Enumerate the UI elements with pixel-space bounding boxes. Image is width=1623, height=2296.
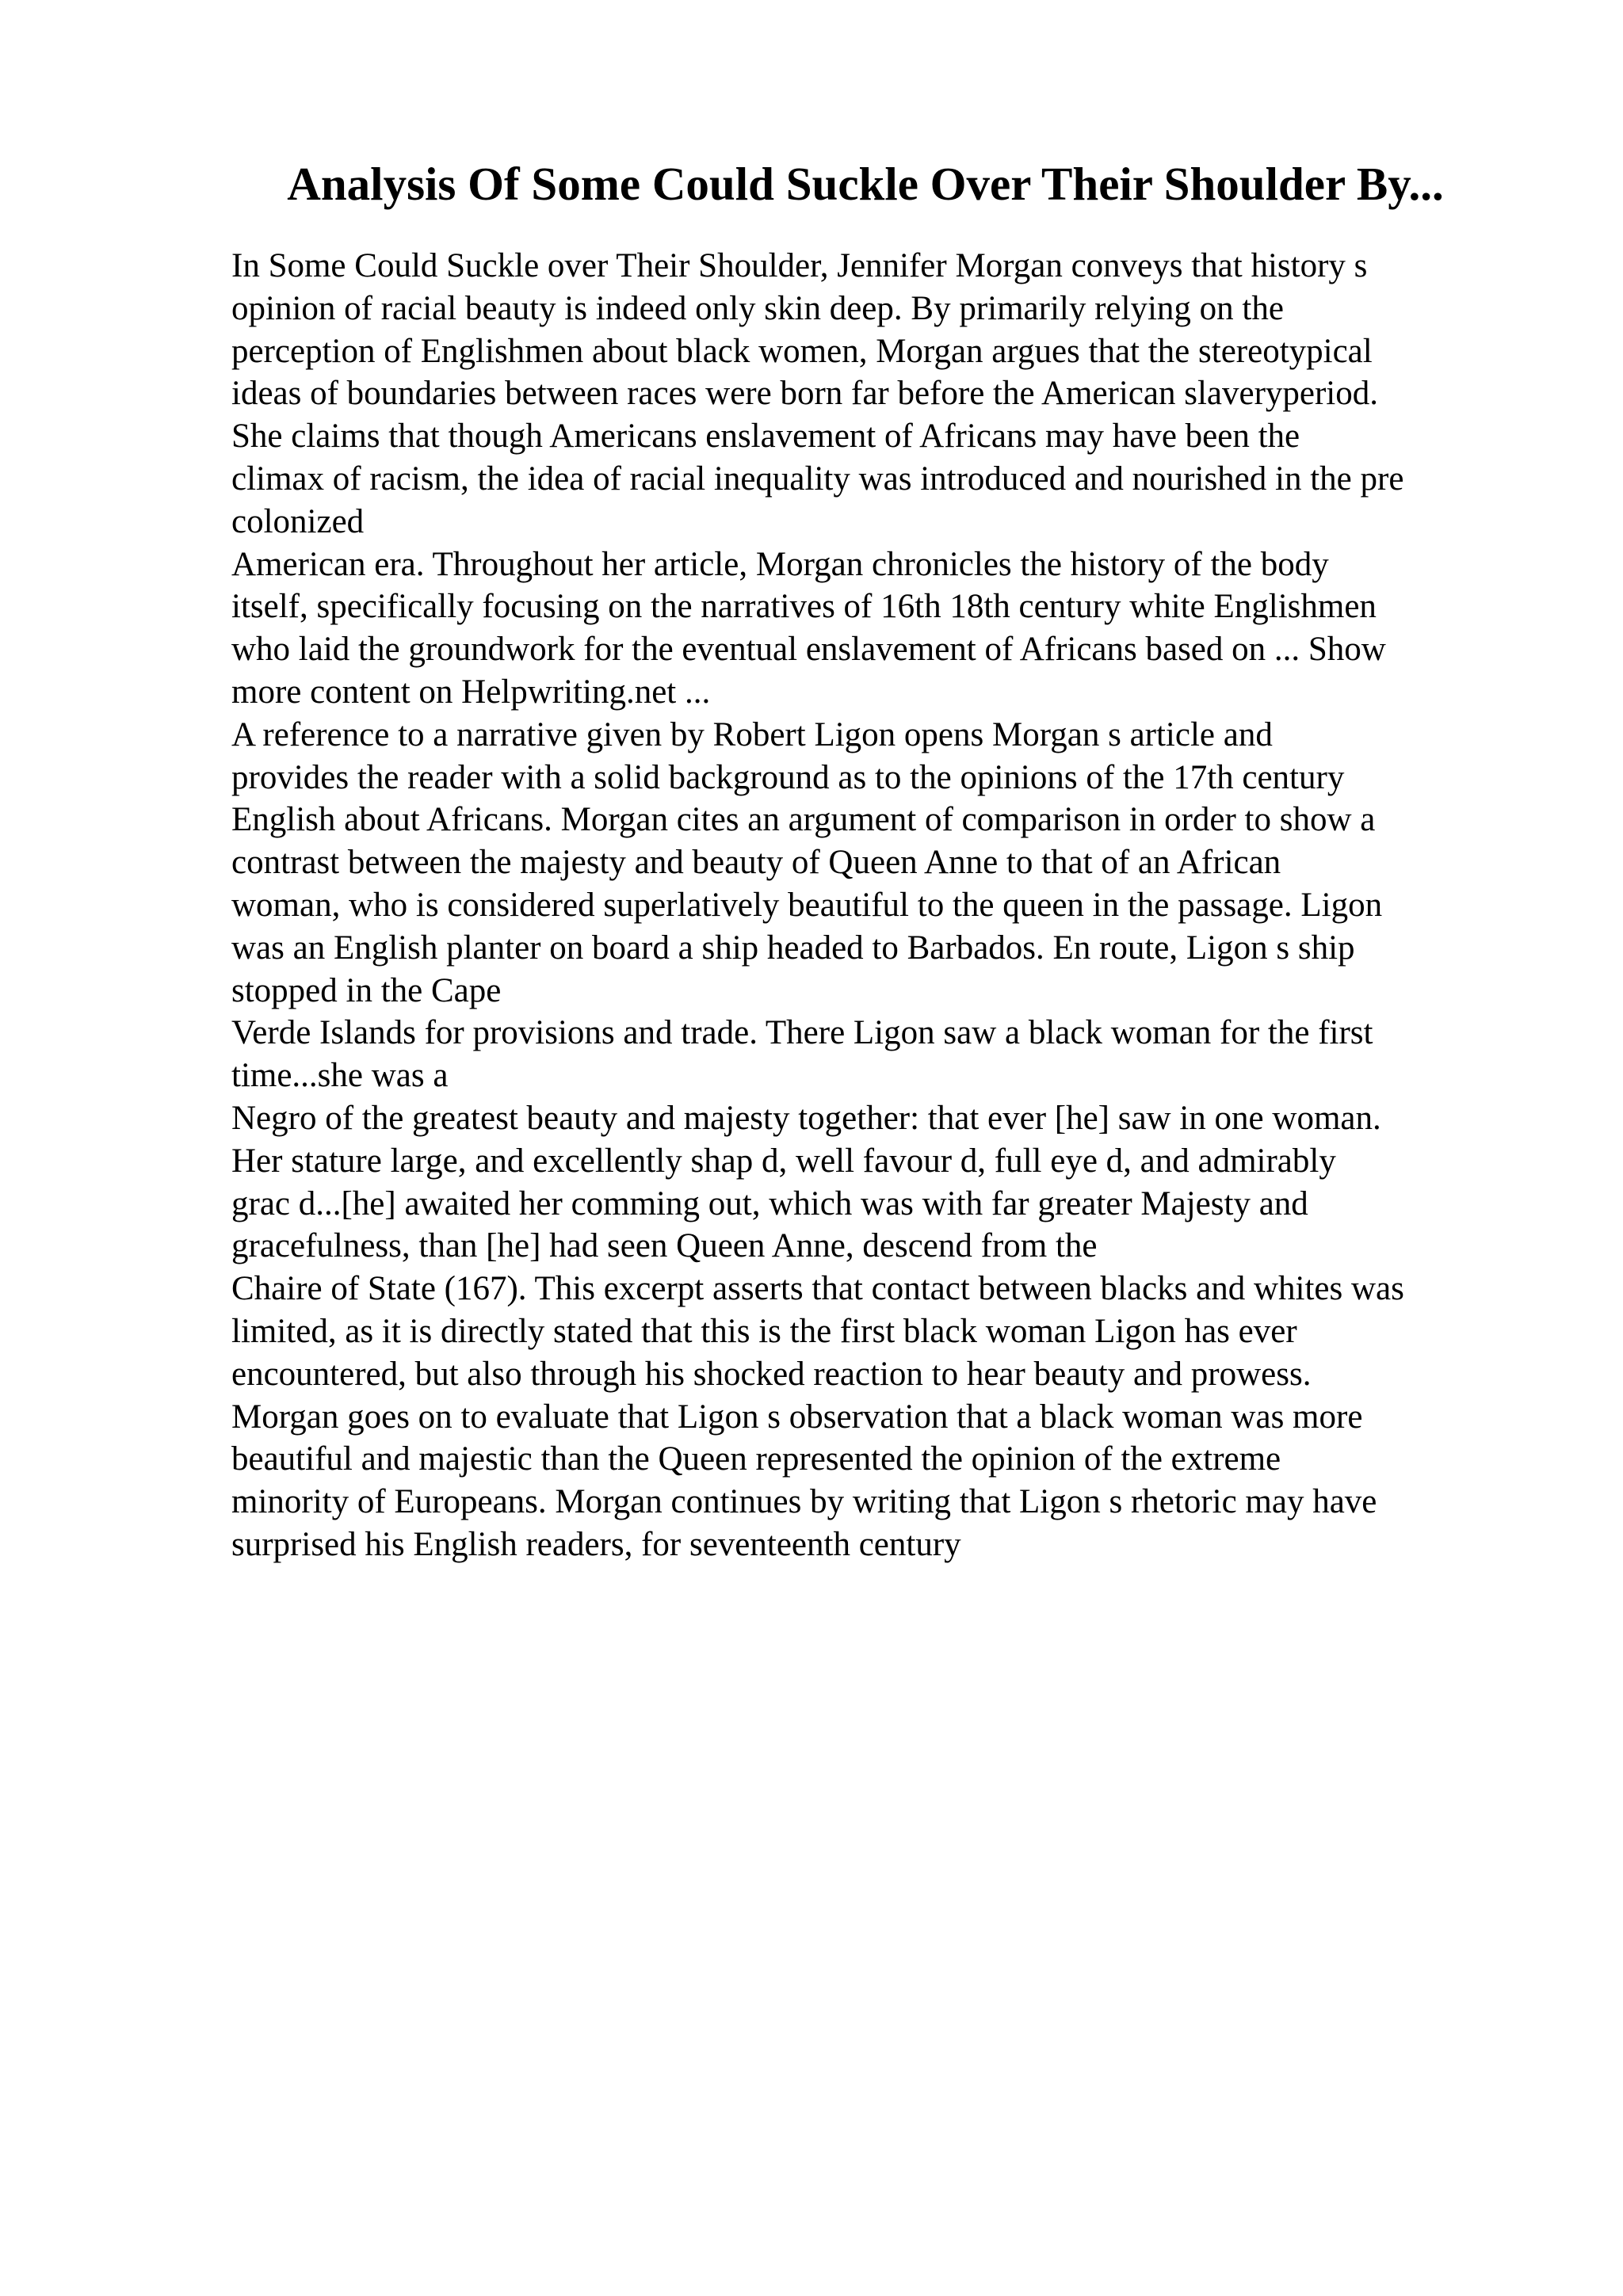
body-line: stopped in the Cape — [231, 971, 502, 1009]
body-line: time...she was a — [231, 1057, 449, 1095]
body-line: limited, as it is directly stated that this is the first black woman Ligon has ever — [231, 1312, 1297, 1350]
body-line: American era. Throughout her article, Morgan chronicles the history of the body — [231, 545, 1329, 583]
body-line: more content on Helpwriting.net ... — [231, 673, 711, 711]
body-line: Her stature large, and excellently shap d, well favour d, full eye d, and admirably — [231, 1142, 1336, 1180]
body-line: woman, who is considered superlatively beautiful to the queen in the passage. Ligon — [231, 886, 1383, 924]
body-line: In Some Could Suckle over Their Shoulder, Jennifer Morgan conveys that history s — [231, 247, 1368, 284]
body-line: Morgan goes on to evaluate that Ligon s observation that a black woman was more — [231, 1398, 1363, 1436]
body-line: minority of Europeans. Morgan continues by writing that Ligon s rhetoric may have — [231, 1483, 1377, 1521]
body-line: She claims that though Americans enslavement of Africans may have been the — [231, 418, 1300, 456]
body-line: who laid the groundwork for the eventual enslavement of Africans based on ... Show — [231, 631, 1386, 669]
body-line: Verde Islands for provisions and trade. There Ligon saw a black woman for the first — [231, 1014, 1373, 1052]
body-line: Chaire of State (167). This excerpt asserts that contact between blacks and whites was — [231, 1270, 1404, 1308]
body-line: A reference to a narrative given by Robert Ligon opens Morgan s article and — [231, 715, 1273, 753]
body-line: opinion of racial beauty is indeed only skin deep. By primarily relying on the — [231, 289, 1284, 327]
body-line: ideas of boundaries between races were born far before the American slaveryperiod. — [231, 375, 1379, 413]
document-body — [231, 245, 1531, 1566]
body-line: colonized — [231, 502, 365, 540]
body-line: provides the reader with a solid background as to the opinions of the 17th century — [231, 758, 1345, 796]
body-line: grac d...[he] awaited her comming out, which was with far greater Majesty and — [231, 1184, 1308, 1222]
body-line: itself, specifically focusing on the narratives of 16th 18th century white Englishmen — [231, 588, 1377, 626]
body-line: surprised his English readers, for seventeenth century — [231, 1525, 961, 1563]
document-title: Analysis Of Some Could Suckle Over Their Shoulder By... — [287, 158, 1444, 210]
body-line: beautiful and majestic than the Queen represented the opinion of the extreme — [231, 1440, 1281, 1478]
body-line: was an English planter on board a ship headed to Barbados. En route, Ligon s ship — [231, 929, 1355, 967]
body-line: climax of racism, the idea of racial inequality was introduced and nourished in the pre — [231, 460, 1404, 498]
body-line: Negro of the greatest beauty and majesty together: that ever [he] saw in one woman. — [231, 1099, 1381, 1137]
body-line: perception of Englishmen about black women, Morgan argues that the stereotypical — [231, 332, 1373, 370]
body-line: English about Africans. Morgan cites an argument of comparison in order to show a — [231, 801, 1376, 839]
body-line: contrast between the majesty and beauty of Queen Anne to that of an African — [231, 844, 1281, 882]
body-line: encountered, but also through his shocked reaction to hear beauty and prowess. — [231, 1355, 1312, 1393]
body-line: gracefulness, than [he] had seen Queen Anne, descend from the — [231, 1227, 1098, 1265]
